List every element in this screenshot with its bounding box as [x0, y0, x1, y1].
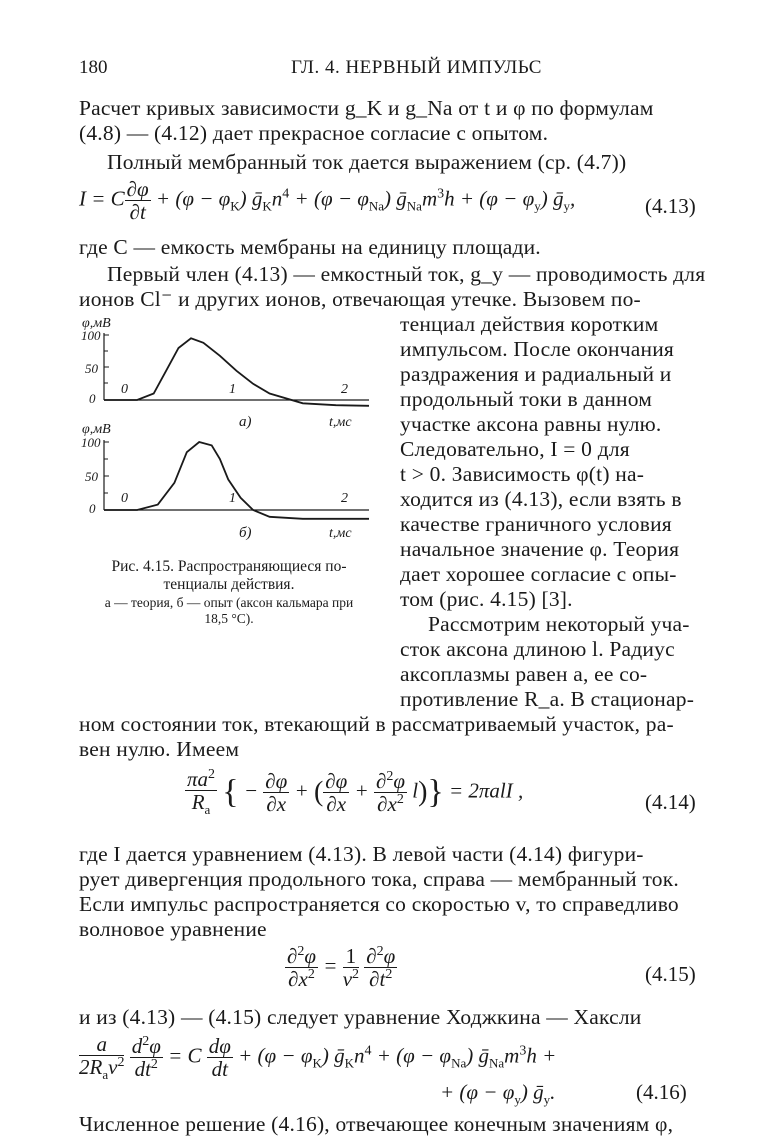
- equation-number: (4.15): [645, 962, 696, 986]
- text-line: ном состоянии ток, втекающий в рассматриваемый участок, ра-: [79, 712, 674, 736]
- equation-number: (4.16): [636, 1080, 687, 1104]
- equation-4-13: I = C $\frac{\partial\varphi}{\partial t}$ + $(\varphi - \varphi_K)$ $ḡ_Kn^4 + (\varphi - \varphi_{Na})$ $ḡ_{Na}m^3h + (\varphi - \varphi_y)$ ḡ$_y$,: [79, 177, 576, 225]
- text-line: волновое уравнение: [79, 917, 267, 941]
- equation-4-14: $\frac{\pi a^2}{R_a}$ { − $\frac{\partial\varphi}{\partial x}$ + ( $\frac{\partial\varphi}{\partial x}$ + $\frac{\partial^2\varphi}{\partial x^2}$ l)} = 2πalI ,: [187, 767, 524, 818]
- y-tick-label: 0: [89, 501, 96, 516]
- text-line: рует дивергенция продольного тока, справа — мембранный ток.: [79, 867, 679, 891]
- running-title: ГЛ. 4. НЕРВНЫЙ ИМПУЛЬС: [291, 57, 542, 78]
- x-axis-label: t,мс: [329, 526, 352, 541]
- x-tick-label: 1: [229, 491, 236, 506]
- text-line: начальное значение φ. Теория: [400, 537, 680, 561]
- text-line: сток аксона длиною l. Радиус: [400, 637, 675, 661]
- y-tick-label: 100: [81, 328, 101, 343]
- y-axis-label: φ,мВ: [82, 422, 111, 437]
- text-line: вен нулю. Имеем: [79, 737, 240, 761]
- x-tick-label: 0: [121, 382, 128, 397]
- y-axis-label: φ,мВ: [82, 316, 111, 331]
- figure-caption-detail: а — теория, б — опыт (аксон кальмара при: [104, 595, 354, 610]
- text-line: ионов Cl⁻ и других ионов, отвечающая утечке. Вызовем по-: [79, 287, 641, 311]
- text-line: раздражения и радиальный и: [400, 362, 672, 386]
- text-line: Рассмотрим некоторый уча-: [428, 612, 690, 636]
- text-line: (4.8) — (4.12) дает прекрасное согласие с опытом.: [79, 121, 549, 145]
- figure-caption-title: тенциалы действия.: [163, 576, 295, 593]
- text-line: Расчет кривых зависимости g_K и g_Na от t и φ по формулам: [79, 96, 654, 120]
- y-tick-label: 100: [81, 435, 101, 450]
- equation-4-16: $\frac{a}{2R_av^2}$ $\frac{d^2\varphi}{dt^2}$ = C $\frac{d\varphi}{dt}$ + $(\varphi - \varphi_K)$ $ḡ_Kn^4 + (\varphi - \varphi_{Na})$ $ḡ_{Na}m^3h$ +: [79, 1032, 557, 1083]
- page-number: 180: [79, 57, 108, 78]
- text-line: продольный токи в данном: [400, 387, 653, 411]
- equation-number: (4.14): [645, 790, 696, 814]
- text-line: тенциал действия коротким: [400, 312, 659, 336]
- figure-4-15: [79, 305, 379, 550]
- text-line: Первый член (4.13) — емкостный ток, g_y — проводимость для: [107, 262, 706, 286]
- x-axis-label: t,мс: [329, 415, 352, 430]
- text-line: Если импульс распространяется со скоростью v, то справедливо: [79, 892, 679, 916]
- figure-caption-detail: 18,5 °С).: [204, 611, 254, 626]
- x-tick-label: 1: [229, 382, 236, 397]
- text-line: где C — емкость мембраны на единицу площади.: [79, 235, 541, 259]
- text-line: t > 0. Зависимость φ(t) на-: [400, 462, 645, 486]
- text-line: Полный мембранный ток дается выражением (ср. (4.7)): [107, 150, 627, 174]
- x-tick-label: 2: [341, 491, 348, 506]
- text-line: и из (4.13) — (4.15) следует уравнение Ходжкина — Хаксли: [79, 1005, 642, 1029]
- y-ticks-a: [104, 335, 109, 383]
- y-tick-label: 50: [85, 469, 98, 484]
- x-tick-label: 0: [121, 491, 128, 506]
- text-line: качестве граничного условия: [400, 512, 672, 536]
- text-line: дает хорошее согласие с опы-: [400, 562, 677, 586]
- text-line: противление R_a. В стационар-: [400, 687, 695, 711]
- y-ticks-b: [104, 442, 109, 493]
- curve-b: [104, 442, 369, 519]
- panel-label-a: а): [239, 414, 252, 430]
- figure-caption-title: Рис. 4.15. Распространяющиеся по-: [111, 558, 347, 575]
- text-line: участке аксона равны нулю.: [400, 412, 662, 436]
- text-line: аксоплазмы равен a, ее со-: [400, 662, 648, 686]
- y-tick-label: 50: [85, 361, 98, 376]
- text-line: Численное решение (4.16), отвечающее конечным значениям φ,: [79, 1112, 674, 1136]
- curve-a: [104, 338, 369, 406]
- text-line: Следовательно, I = 0 для: [400, 437, 630, 461]
- text-line: импульсом. После окончания: [400, 337, 675, 361]
- y-tick-label: 0: [89, 391, 96, 406]
- x-tick-label: 2: [341, 382, 348, 397]
- text-line: где I дается уравнением (4.13). В левой части (4.14) фигури-: [79, 842, 644, 866]
- text-line: том (рис. 4.15) [3].: [400, 587, 573, 611]
- text-line: ходится из (4.13), если взять в: [400, 487, 682, 511]
- panel-label-b: б): [239, 525, 252, 541]
- equation-number: (4.13): [645, 194, 696, 218]
- equation-4-16-cont: + $(\varphi - \varphi_y)$ ḡ$_y$.: [440, 1080, 556, 1108]
- equation-4-15: $\frac{\partial^2\varphi}{\partial x^2}$ = $\frac{1}{v^2}$ $\frac{\partial^2\varphi}{\partial t^2}$: [287, 944, 396, 992]
